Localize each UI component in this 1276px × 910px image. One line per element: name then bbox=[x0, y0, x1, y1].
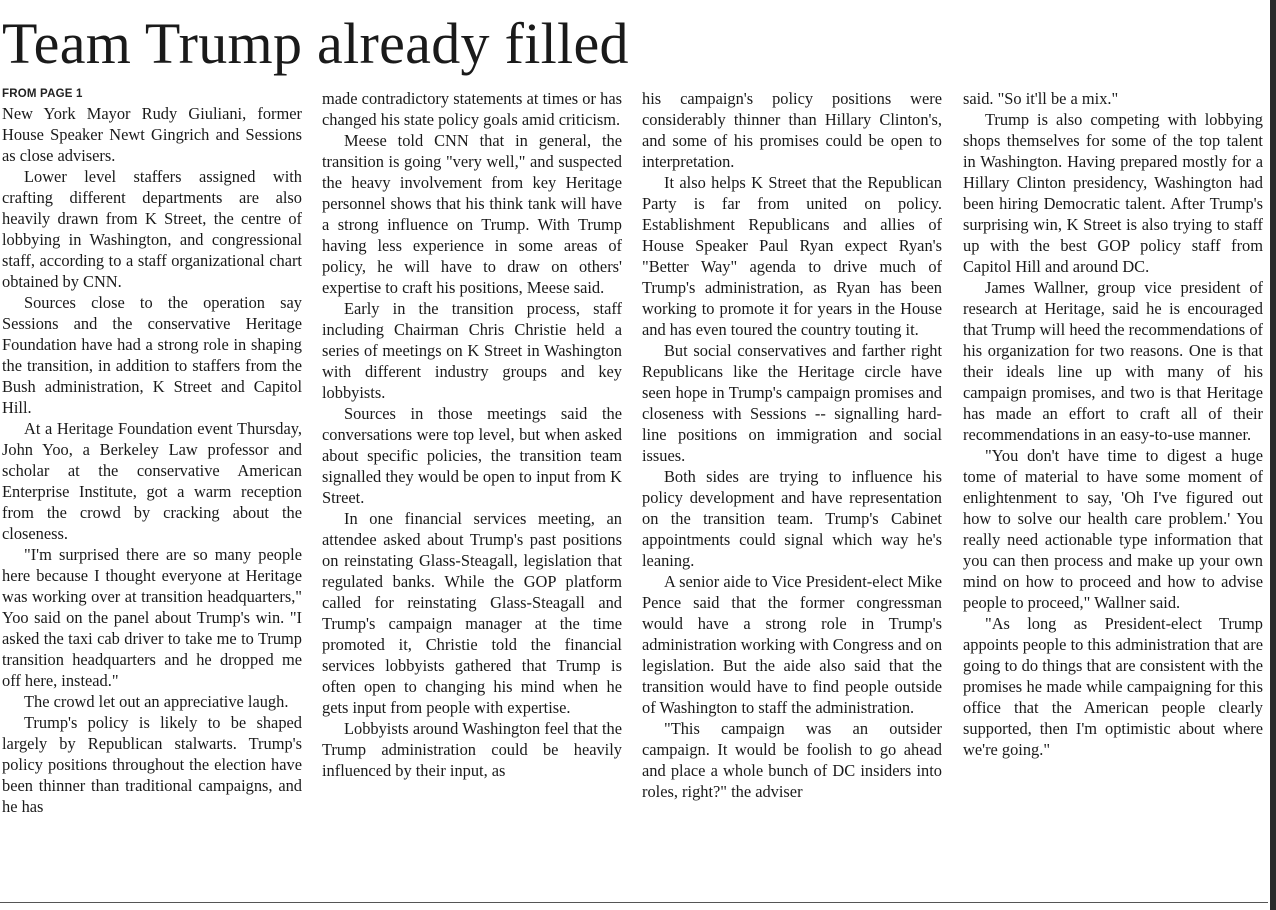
article-column-3 bbox=[642, 88, 942, 802]
bottom-rule bbox=[0, 902, 1268, 903]
jump-line: FROM PAGE 1 bbox=[2, 88, 83, 100]
paragraph: Early in the transition process, staff including Chairman Chris Christie held a series of meetings on K Street in Washington with different industry groups and key lobbyists. bbox=[322, 299, 622, 402]
paragraph: "As long as President-elect Trump appoints people to this administration that are going to do things that are consistent with the promises he made while campaigning for this office that the American people clearly supported, then I'm optimistic about where we're going." bbox=[963, 614, 1263, 759]
paragraph: The crowd let out an appreciative laugh. bbox=[24, 692, 289, 711]
paragraph: But social conservatives and farther right Republicans like the Heritage circle have seen hope in Trump's campaign promises and closeness with Sessions -- signalling hard-line positions on immigration and social issues. bbox=[642, 341, 942, 465]
article-column-1 bbox=[2, 86, 302, 817]
paragraph: James Wallner, group vice president of research at Heritage, said he is encouraged that Trump will heed the recommendations of his organization for two reasons. One is that their ideals line up with many of his campaign promises, and two is that Heritage has made an effort to craft all of their recommendations in an easy-to-use manner. bbox=[963, 278, 1263, 444]
paragraph: New York Mayor Rudy Giuliani, former House Speaker Newt Gingrich and Sessions as close advisers. bbox=[2, 104, 302, 165]
paragraph: Trump is also competing with lobbying shops themselves for some of the top talent in Washington. Having prepared mostly for a Hillary Clinton presidency, Washington had been hiring Democratic talent. After Trump's surprising win, K Street is also trying to staff up with the best GOP policy staff from Capitol Hill and around DC. bbox=[963, 110, 1263, 276]
paragraph: "I'm surprised there are so many people here because I thought everyone at Heritage was working over at transition headquarters," Yoo said on the panel about Trump's win. "I asked the taxi cab driver to take me to Trump transition headquarters and he dropped me off here, instead." bbox=[2, 545, 302, 690]
headline: Team Trump already filled bbox=[2, 11, 629, 76]
paragraph: "You don't have time to digest a huge tome of material to have some moment of enlightenment to say, 'Oh I've figured out how to solve our health care problem.' You really need actionable type information that you can then process and make up your own mind on how to proceed and how to advise people to proceed," Wallner said. bbox=[963, 446, 1263, 612]
paragraph: Meese told CNN that in general, the transition is going "very well," and suspected the heavy involvement from key Heritage personnel shows that his think tank will have a strong influence on Trump. With Trump having less experience in some areas of policy, he will have to draw on others' expertise to craft his positions, Meese said. bbox=[322, 131, 622, 297]
page-edge-rule bbox=[1270, 0, 1276, 910]
paragraph: Lobbyists around Washington feel that the Trump administration could be heavily influenced by their input, as bbox=[322, 719, 622, 780]
paragraph: Sources in those meetings said the conversations were top level, but when asked about specific policies, the transition team signalled they would be open to input from K Street. bbox=[322, 404, 622, 507]
paragraph: Sources close to the operation say Sessions and the conservative Heritage Foundation have had a strong role in shaping the transition, in addition to staffers from the Bush administration, K Street and Capitol Hill. bbox=[2, 293, 302, 417]
article-column-2 bbox=[322, 88, 622, 781]
paragraph: In one financial services meeting, an attendee asked about Trump's past positions on reinstating Glass-Steagall, legislation that regulated banks. While the GOP platform called for reinstating Glass-Steagall and Trump's campaign manager at the time promoted it, Christie told the financial services lobbyists gathered that Trump is often open to changing his mind when he gets input from people with expertise. bbox=[322, 509, 622, 717]
paragraph: Lower level staffers assigned with crafting different departments are also heavily drawn from K Street, the centre of lobbying in Washington, and congressional staff, according to a staff organizational chart obtained by CNN. bbox=[2, 167, 302, 291]
paragraph: Both sides are trying to influence his policy development and have representation on the transition team. Trump's Cabinet appointments could signal which way he's leaning. bbox=[642, 467, 942, 570]
paragraph: "This campaign was an outsider campaign. It would be foolish to go ahead and place a whole bunch of DC insiders into roles, right?" the adviser bbox=[642, 719, 942, 801]
paragraph: his campaign's policy positions were considerably thinner than Hillary Clinton's, and some of his promises could be open to interpretation. bbox=[642, 89, 942, 171]
paragraph: It also helps K Street that the Republican Party is far from united on policy. Establishment Republicans and allies of House Speaker Paul Ryan expect Ryan's "Better Way" agenda to drive much of Trump's administration, as Ryan has been working to promote it for years in the House and has even toured the country touting it. bbox=[642, 173, 942, 339]
paragraph: made contradictory statements at times or has changed his state policy goals amid criticism. bbox=[322, 89, 622, 129]
paragraph: A senior aide to Vice President-elect Mike Pence said that the former congressman would have a strong role in Trump's administration working with Congress and on legislation. But the aide also said that the transition would have to find people outside of Washington to staff the administration. bbox=[642, 572, 943, 717]
paragraph: Trump's policy is likely to be shaped largely by Republican stalwarts. Trump's policy positions throughout the election have been thinner than traditional campaigns, and he has bbox=[2, 713, 302, 816]
paragraph: said. "So it'll be a mix." bbox=[963, 89, 1119, 108]
paragraph: At a Heritage Foundation event Thursday, John Yoo, a Berkeley Law professor and scholar at the conservative American Enterprise Institute, got a warm reception from the crowd by cracking about the closeness. bbox=[2, 419, 302, 543]
article-column-4 bbox=[963, 88, 1263, 760]
